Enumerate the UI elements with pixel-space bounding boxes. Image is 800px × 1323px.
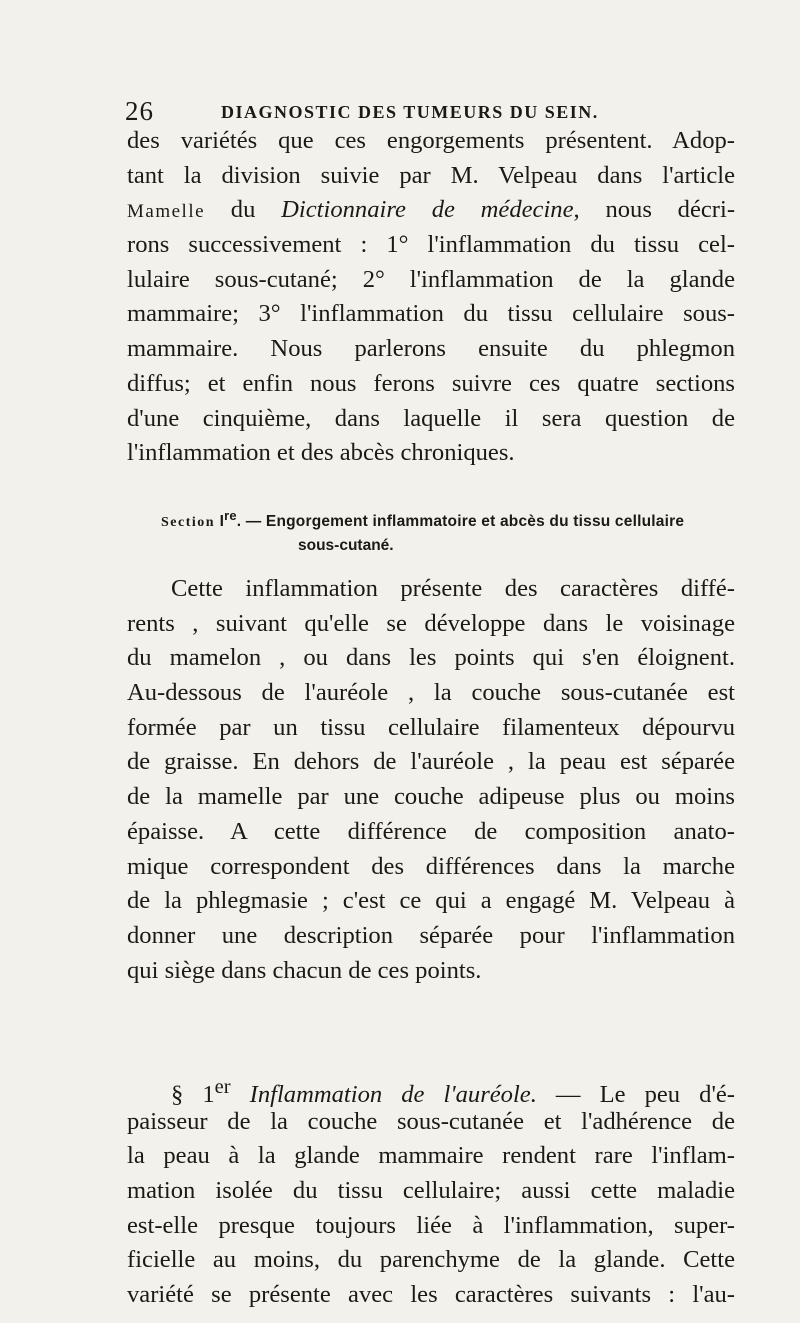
section-title: . — Engorgement inflammatoire et abcès du tissu cellulaire: [236, 513, 685, 531]
running-head: [125, 96, 725, 126]
running-title: DIAGNOSTIC DES TUMEURS DU SEIN.: [221, 102, 599, 122]
text-line: mammaire. Nous parlerons ensuite du phlegmon: [127, 335, 735, 363]
subsection-title: Inflammation de l'auréole.: [230, 1081, 537, 1109]
text-line: § 1er Inflammation de l'auréole. — Le peu d'é-: [171, 1076, 735, 1109]
text-line: donner une description séparée pour l'inflammation: [127, 921, 735, 949]
text-line: du mamelon , ou dans les points qui s'en éloignent.: [127, 644, 735, 672]
subsection-paragraph: [127, 1070, 735, 1313]
section-paragraph: [127, 572, 735, 988]
text-line: la peau à la glande mammaire rendent rare l'inflam-: [127, 1142, 735, 1170]
text-line: de la phlegmasie ; c'est ce qui a engagé M. Velpeau à: [127, 887, 735, 915]
section-heading: [161, 505, 761, 558]
text-line: tant la division suivie par M. Velpeau dans l'article: [127, 161, 735, 189]
text-line: mique correspondent des différences dans la marche: [127, 852, 735, 880]
text-line: mammaire; 3° l'inflammation du tissu cellulaire sous-: [127, 300, 735, 328]
text-line: des variétés que ces engorgements présentent. Adop-: [127, 127, 735, 154]
text-line: qui siège dans chacun de ces points.: [127, 956, 482, 984]
text-line: paisseur de la couche sous-cutanée et l'adhérence de: [127, 1107, 735, 1135]
paragraph-sign: § 1: [171, 1081, 215, 1109]
text-line: d'une cinquième, dans laquelle il sera question de: [127, 404, 735, 432]
text-line: rents , suivant qu'elle se développe dans le voisinage: [127, 609, 735, 637]
text-line: de graisse. En dehors de l'auréole , la peau est séparée: [127, 748, 735, 776]
section-title-continuation: sous-cutané.: [298, 537, 394, 555]
author-name: Mamelle: [127, 201, 206, 223]
text-line: lulaire sous-cutané; 2° l'inflammation de la glande: [127, 265, 735, 293]
text-line: rons successivement : 1° l'inflammation du tissu cel-: [127, 231, 735, 259]
work-title: Dictionnaire de médecine: [281, 196, 574, 224]
text-line: diffus; et enfin nous ferons suivre ces quatre sections: [127, 369, 735, 397]
text-line: Cette inflammation présente des caractères diffé-: [171, 575, 735, 602]
text-line: Mamelle du Dictionnaire de médecine, nous décri-: [127, 196, 736, 224]
text-line: de la mamelle par une couche adipeuse plus ou moins: [127, 783, 735, 811]
text-line: formée par un tissu cellulaire filamenteux dépourvu: [127, 713, 735, 741]
text-line: est-elle presque toujours liée à l'inflammation, super-: [127, 1211, 735, 1239]
page-number: 26: [125, 96, 154, 126]
text-line: l'inflammation et des abcès chroniques.: [127, 439, 515, 467]
section-number: I: [219, 513, 225, 531]
text-line: variété se présente avec les caractères suivants : l'au-: [127, 1281, 735, 1309]
text-line: épaisse. A cette différence de composition anato-: [127, 817, 735, 845]
section-heading-line: [161, 505, 761, 534]
intro-paragraph: [127, 124, 735, 471]
text-line: Au-dessous de l'auréole , la couche sous-cutanée est: [127, 679, 735, 707]
text-line: mation isolée du tissu cellulaire; aussi cette maladie: [127, 1177, 735, 1205]
section-label: Section: [161, 515, 216, 531]
paragraph-sign-sup: er: [214, 1076, 231, 1098]
text-line: ficielle au moins, du parenchyme de la glande. Cette: [127, 1246, 735, 1274]
section-number-sup: re: [224, 508, 237, 523]
